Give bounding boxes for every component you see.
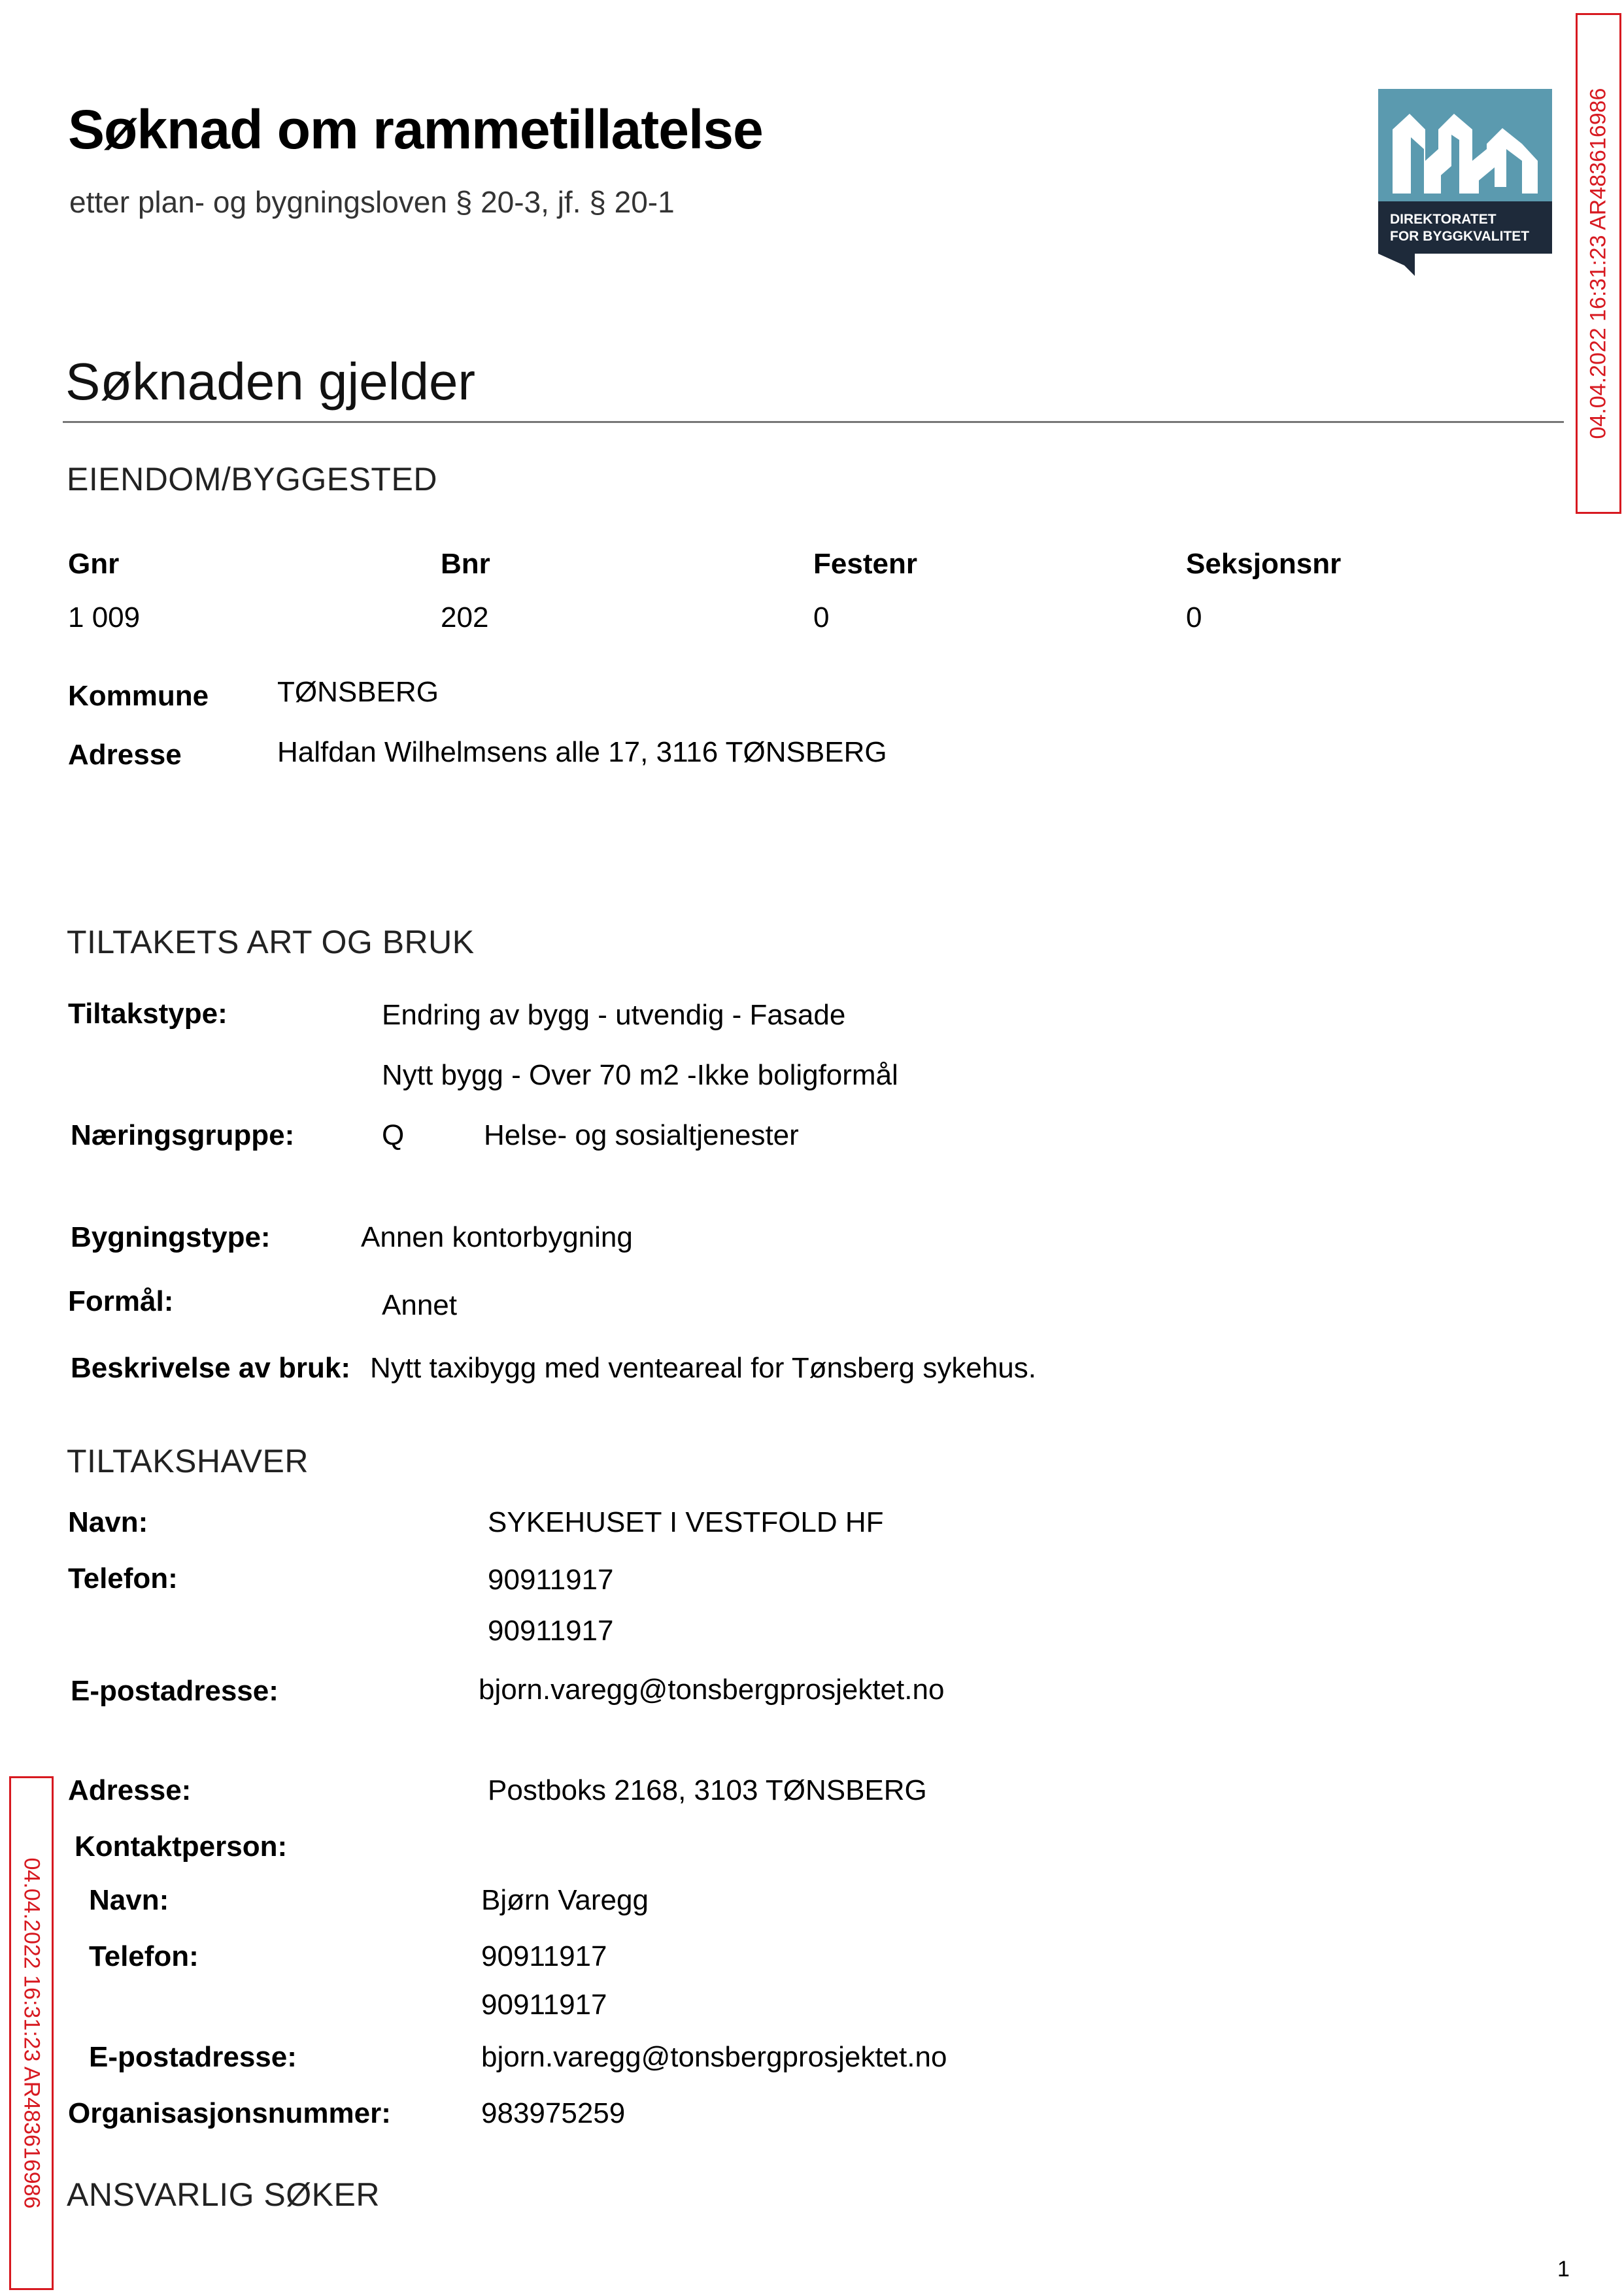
naeringsgruppe-code: Q (382, 1119, 405, 1151)
formal-label: Formål: (68, 1285, 174, 1317)
beskrivelse-label: Beskrivelse av bruk: (71, 1352, 351, 1384)
seksjonsnr-label: Seksjonsnr (1186, 548, 1342, 580)
tiltakshaver-telefon-2: 90911917 (488, 1615, 614, 1647)
kontakt-epost-label: E-postadresse: (89, 2041, 297, 2073)
logo-line-2: FOR BYGGKVALITET (1390, 229, 1530, 244)
page-number: 1 (1557, 2257, 1570, 2282)
bnr-label: Bnr (441, 548, 490, 580)
tiltakshaver-adresse-label: Adresse: (68, 1774, 192, 1806)
tiltakshaver-telefon-label: Telefon: (68, 1562, 178, 1594)
adresse-value: Halfdan Wilhelmsens alle 17, 3116 TØNSBERG (277, 736, 887, 768)
tiltak-heading: TILTAKETS ART OG BRUK (67, 924, 475, 960)
gnr-label: Gnr (68, 548, 120, 580)
tiltakstype-label: Tiltakstype: (68, 998, 228, 1030)
bygningstype-label: Bygningstype: (71, 1221, 271, 1253)
tiltakshaver-heading: TILTAKSHAVER (67, 1443, 309, 1479)
section-title: Søknaden gjelder (65, 352, 476, 411)
gnr-value: 1 009 (68, 601, 141, 633)
beskrivelse-value: Nytt taxibygg med venteareal for Tønsberg sykehus. (370, 1352, 1037, 1384)
kontaktperson-label: Kontaktperson: (75, 1830, 288, 1863)
eiendom-heading: EIENDOM/BYGGESTED (67, 461, 437, 498)
tiltakshaver-navn-value: SYKEHUSET I VESTFOLD HF (488, 1506, 884, 1538)
orgnr-label: Organisasjonsnummer: (68, 2097, 391, 2129)
tiltakshaver-navn-label: Navn: (68, 1506, 148, 1538)
seksjonsnr-value: 0 (1186, 601, 1202, 633)
bnr-value: 202 (441, 601, 489, 633)
tiltakstype-value-1: Endring av bygg - utvendig - Fasade (382, 999, 846, 1031)
tiltakshaver-adresse-value: Postboks 2168, 3103 TØNSBERG (488, 1774, 927, 1806)
tiltakshaver-epost-label: E-postadresse: (71, 1675, 279, 1707)
naeringsgruppe-value: Helse- og sosialtjenester (484, 1119, 799, 1151)
bygningstype-value: Annen kontorbygning (361, 1221, 633, 1253)
archive-stamp-text: 04.04.2022 16:31:23 AR483616986 (19, 1857, 44, 2209)
tiltakshaver-telefon-1: 90911917 (488, 1564, 614, 1596)
kontakt-navn-label: Navn: (89, 1884, 169, 1916)
orgnr-value: 983975259 (481, 2097, 626, 2129)
archive-stamp-left (9, 1776, 54, 2290)
kontakt-epost-value: bjorn.varegg@tonsbergprosjektet.no (481, 2041, 947, 2073)
kontakt-telefon-label: Telefon: (89, 1940, 199, 1972)
page-title: Søknad om rammetillatelse (68, 99, 763, 160)
festenr-value: 0 (813, 601, 830, 633)
page-subtitle: etter plan- og bygningsloven § 20-3, jf. § 20-1 (69, 185, 675, 219)
naeringsgruppe-label: Næringsgruppe: (71, 1119, 295, 1151)
logo-line-1: DIREKTORATET (1390, 212, 1497, 227)
kommune-value: TØNSBERG (277, 676, 439, 708)
dibk-logo (1378, 89, 1552, 276)
tiltakshaver-epost-value: bjorn.varegg@tonsbergprosjektet.no (479, 1674, 945, 1706)
archive-stamp-right (1576, 13, 1621, 514)
kontakt-telefon-2: 90911917 (481, 1989, 607, 2021)
kommune-label: Kommune (68, 680, 209, 712)
archive-stamp-text: 04.04.2022 16:31:23 AR483616986 (1585, 88, 1611, 439)
section-divider (63, 421, 1564, 423)
kontakt-telefon-1: 90911917 (481, 1940, 607, 1972)
ansvarlig-soker-heading: ANSVARLIG SØKER (67, 2176, 380, 2213)
tiltakstype-value-2: Nytt bygg - Over 70 m2 -Ikke boligformål (382, 1059, 898, 1091)
festenr-label: Festenr (813, 548, 917, 580)
adresse-label: Adresse (68, 739, 182, 771)
formal-value: Annet (382, 1289, 457, 1321)
kontakt-navn-value: Bjørn Varegg (481, 1884, 649, 1916)
